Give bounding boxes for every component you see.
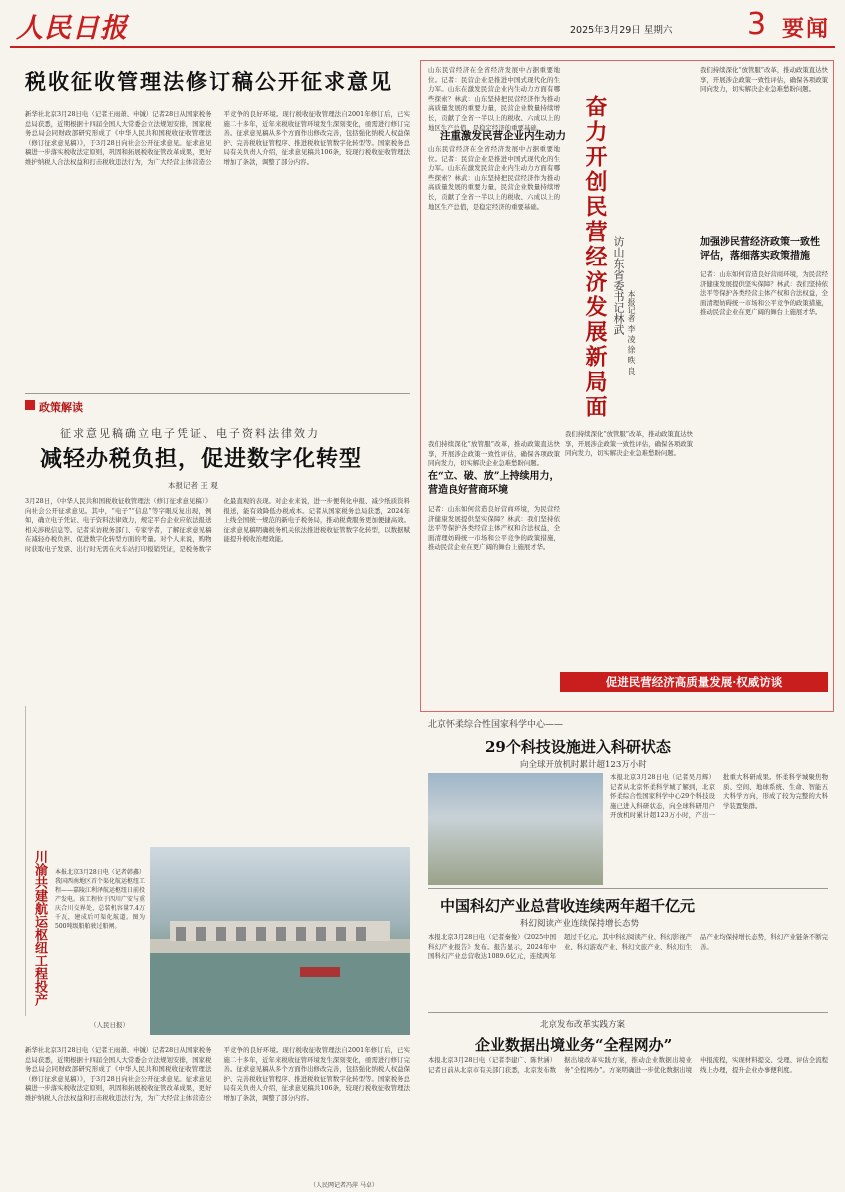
tech-body: 本报北京3月28日电（记者吴月辉）记者从北京怀柔科学城了解到，北京怀柔综合性国家科学中心29个科技设施已进入科研状态，向全球科研用户开放机时累计超123万小时，产出一批重大科研成果。怀柔科学城聚焦物质、空间、地球系统、生命、智能五大科学方向，形成了较为完整的大科学装置集群。 (610, 773, 828, 820)
policy-byline: 本报记者 王 观 (168, 481, 218, 490)
publish-body: 本报北京3月28日电（记者秦俊）《2025中国科幻产业报告》发布。报告显示，2024年中国科幻产业总营收达1089.6亿元，连续两年超过千亿元。其中科幻阅读产业、科幻影视产业、科幻游戏产业、科幻文旅产业、科幻衍生品产业均保持增长态势，科幻产业链条不断完善。 (428, 933, 828, 961)
trade-kicker: 北京发布改革实践方案 (540, 1020, 626, 1030)
lead-continuation: 新华社北京3月28日电（记者王雨萧、申铖）记者28日从国家税务总局获悉，近期根据十四届全国人大常委会立法规划安排，国家税务总局会同财政部研究形成了《中华人民共和国税收征收管理法（修订征求意见稿）》，于3月28日向社会公开征求意见。征求意见稿进一步落实税收法定原则，巩固和拓展税收征管改革成果，更好维护纳税人合法权益和打击税收违法行为，为广大经营主体营造公平竞争的良好环境。现行税收征收管理法自2001年修订后，已实施二十多年，近年来税收征管环境发生深刻变化，亟需进行修订完善。征求意见稿从多个方面作出修改完善，包括强化纳税人权益保护、完善税收征管程序、推进税收征管数字化转型等。国家税务总局有关负责人介绍，征求意见稿共106条，较现行税收征收管理法增加了条款，调整了部分内容。 (25, 1046, 410, 1102)
interview-headline: 奋力开创民营经济发展新局面 (582, 95, 608, 420)
science-facility-photo (428, 773, 603, 885)
interview-body-right: 我们持续深化“放管服”改革，推动政策直达快享，开展涉企政策一致性评估，确保各项政策同向发力，切实解决企业急难愁盼问题。 (700, 66, 828, 94)
divider (25, 706, 26, 1016)
publish-headline: 中国科幻产业总营收连续两年超千亿元 (440, 897, 696, 915)
interview-body-2: 记者：山东如何营造良好营商环境，为民营经济健康发展提供坚实保障？林武：我们坚持依法平等保护各类经营主体产权和合法权益，全面清理妨碍统一市场和公平竞争的政策措施，推动民营企业在更广阔的舞台上施展才华。 (700, 270, 828, 317)
interview-body-1: 山东民营经济在全省经济发展中占据重要地位。记者：民营企业是推进中国式现代化的生力军。山东在激发民营企业内生动力方面有哪些探索？林武：山东坚持把民营经济作为推动高质量发展的重要力量，民营企业数量持续增长，贡献了全省一半以上的税收、六成以上的地区生产总值，是稳定经济的重要基础。 (428, 145, 560, 211)
issue-date: 2025年3月29日 星期六 (570, 25, 673, 36)
footer-credit: （人民网记者冯萍 马卓） (310, 1182, 378, 1189)
tech-kicker: 北京怀柔综合性国家科学中心—— (428, 720, 564, 730)
interview-q2-heading: 加强涉民营经济政策一致性评估，落细落实政策措施 (700, 237, 820, 262)
trade-body: 本报北京3月28日电（记者李建广、陈世涵）记者日前从北京市有关部门获悉，北京发布数据出境改革实践方案，推动企业数据出境业务“全程网办”。方案明确进一步优化数据出境申报流程，实现材料提交、受理、评估全流程线上办理，提升企业办事便利度。 (428, 1056, 828, 1074)
lead-headline: 税收征收管理法修订稿公开征求意见 (25, 69, 393, 94)
interview-body-mid: 我们持续深化“放管服”改革，推动政策直达快享，开展涉企政策一致性评估，确保各项政策同向发力，切实解决企业急难愁盼问题。 (565, 430, 693, 458)
section-title: 要闻 (782, 16, 831, 42)
divider (428, 888, 828, 889)
interview-intro: 山东民营经济在全省经济发展中占据重要地位。记者：民营企业是推进中国式现代化的生力军。山东在激发民营企业内生动力方面有哪些探索？林武：山东坚持把民营经济作为推动高质量发展的重要力量，民营企业数量持续增长，贡献了全省一半以上的税收、六成以上的地区生产总值，是稳定经济的重要基础。 (428, 66, 560, 132)
newspaper-logo: 人民日报 (16, 13, 128, 44)
interview-body-3: 记者：山东如何营造良好营商环境，为民营经济健康发展提供坚实保障？林武：我们坚持依法平等保护各类经营主体产权和合法权益，全面清理妨碍统一市场和公平竞争的政策措施，推动民营企业在更广阔的舞台上施展才华。 (428, 505, 560, 552)
publish-subheadline: 科幻阅读产业连续保持增长态势 (520, 919, 640, 929)
policy-kicker: 征求意见稿确立电子凭证、电子资料法律效力 (60, 427, 320, 440)
infra-credit: （人民日报） (90, 1021, 129, 1029)
interview-subtitle: 访山东省委书记林武 (612, 236, 625, 335)
lead-body: 新华社北京3月28日电（记者王雨萧、申铖）记者28日从国家税务总局获悉，近期根据十四届全国人大常委会立法规划安排，国家税务总局会同财政部研究形成了《中华人民共和国税收征收管理法（修订征求意见稿）》，于3月28日向社会公开征求意见。征求意见稿进一步落实税收法定原则，巩固和拓展税收征管改革成果，更好维护纳税人合法权益和打击税收违法行为，为广大经营主体营造公平竞争的良好环境。现行税收征收管理法自2001年修订后，已实施二十多年，近年来税收征管环境发生深刻变化，亟需进行修订完善。征求意见稿从多个方面作出修改完善，包括强化纳税人权益保护、完善税收征管程序、推进税收征管数字化转型等。国家税务总局有关负责人介绍，征求意见稿共106条，较现行税收征收管理法增加了条款，调整了部分内容。 (25, 110, 410, 166)
policy-body: 3月28日，《中华人民共和国税收征收管理法（修订征求意见稿）》向社会公开征求意见。其中，“电子”“信息”等字眼反复出现，例如，确立电子凭证、电子资料法律效力，规定平台企业应依法报送相关涉税信息等。记者采访税务部门、专家学者，了解征求意见稿在减轻办税负担、促进数字化转型方面的考量。对个人来说，购物时获取电子发票、出行时无需在火车站打印报销凭证，是税务数字化最直观的表现。对企业来说，进一步便利化申报、减少纸质资料报送，能有效降低办税成本。记者从国家税务总局获悉，2024年上线全国统一规范的新电子税务局，推动税费服务更加便捷高效。征求意见稿明确税务机关依法推进税收征管数字化转型，以数据赋能提升税收治理效能。 (25, 497, 410, 553)
interview-q3-heading: 在“立、破、放”上持续用力，营造良好营商环境 (428, 471, 560, 496)
policy-headline: 减轻办税负担，促进数字化转型 (40, 446, 363, 472)
interview-q1-heading: 注重激发民营企业内生动力 (440, 130, 566, 142)
interview-banner: 促进民营经济高质量发展·权威访谈 (560, 672, 828, 692)
interview-byline: 本报记者 李 凌 徐 昳 良 (627, 290, 636, 375)
hydro-dam-image (150, 847, 410, 1035)
masthead (10, 4, 835, 44)
section-marker-icon (25, 400, 35, 410)
page-number: 3 (747, 7, 767, 42)
infra-caption: 本报北京3月28日电（记者韩鑫）我国西南地区首个渠化航运枢纽工程——嘉陵江利泽航运枢纽日前投产发电。该工程位于四川广安与重庆合川交界处，总装机容量7.4万千瓦，建成后可渠化航道。图为500吨级船舶驶过船闸。 (55, 869, 146, 930)
tech-headline: 29个科技设施进入科研状态 (485, 738, 671, 756)
infra-headline: 川渝共建航运枢纽工程投产 (32, 850, 47, 1006)
masthead-rule (10, 46, 835, 48)
divider (25, 393, 410, 394)
dam-photo (150, 847, 410, 1035)
tech-subheadline: 向全球开放机时累计超123万小时 (520, 760, 647, 770)
policy-label: 政策解读 (39, 401, 83, 414)
interview-body-1b: 我们持续深化“放管服”改革，推动政策直达快享，开展涉企政策一致性评估，确保各项政策同向发力，切实解决企业急难愁盼问题。 (428, 440, 560, 468)
trade-headline: 企业数据出境业务“全程网办” (475, 1036, 673, 1054)
divider (428, 1012, 828, 1013)
